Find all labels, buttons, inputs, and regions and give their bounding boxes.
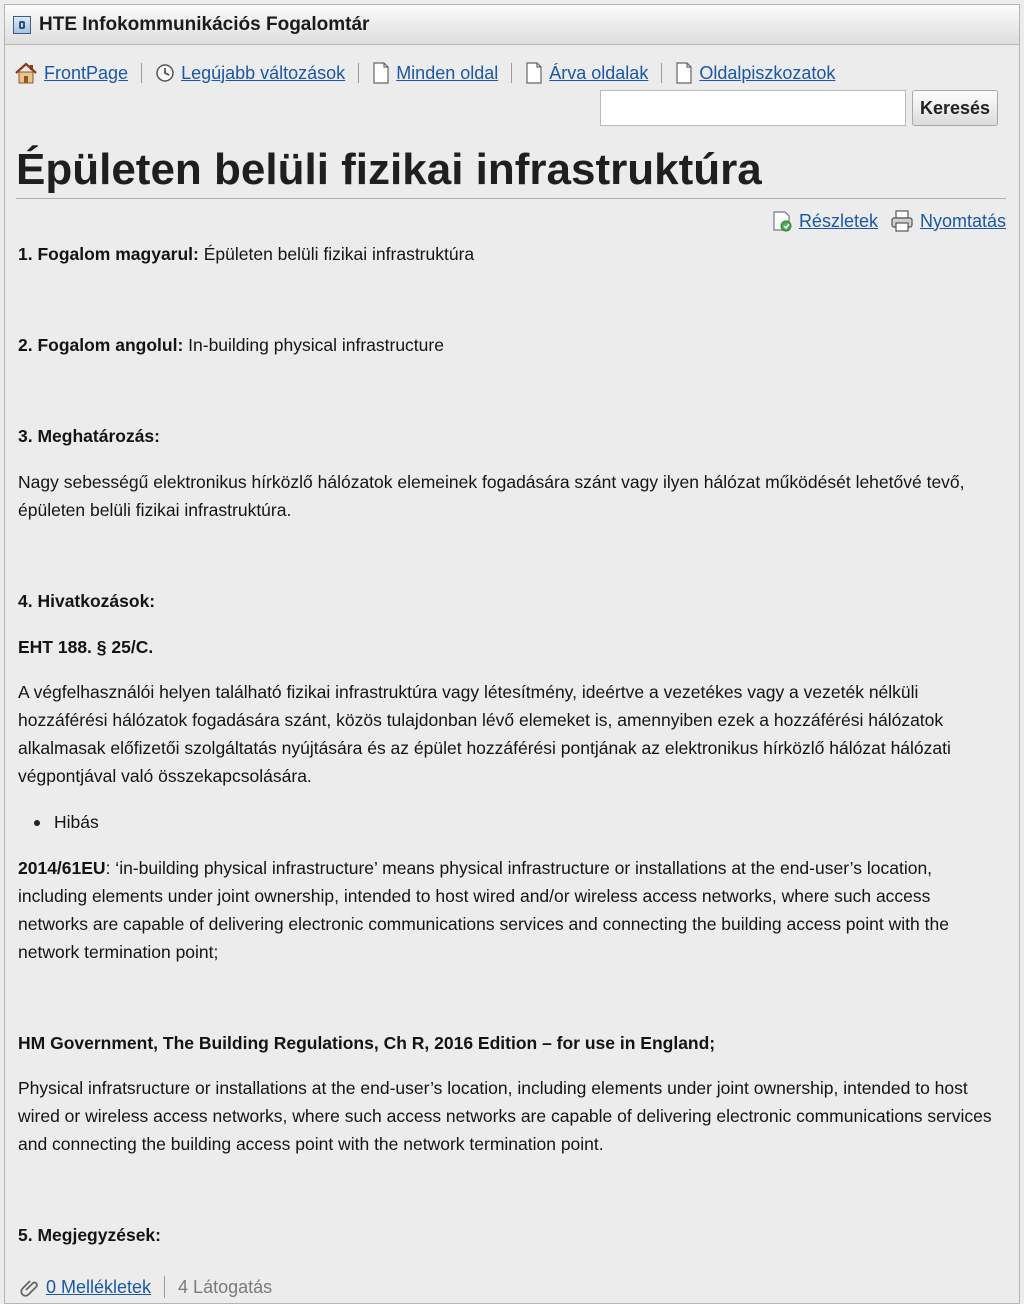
search-input[interactable] bbox=[600, 90, 906, 126]
reference-hm-text: Physical infratsructure or installations at the end-user’s location, including elements under joint ownership, intended to host wired or wireless access networks, where such access networks are capable of delivering electronic communications services and connecting the building access point with the network termination point. bbox=[18, 1078, 992, 1154]
page-icon bbox=[525, 62, 543, 84]
references-heading: 4. Hivatkozások: bbox=[18, 591, 156, 611]
term-hungarian bbox=[18, 240, 1003, 268]
nav-separator bbox=[141, 63, 142, 83]
reference-eht-text: A végfelhasználói helyen található fizikai infrastruktúra vagy létesítmény, ideértve a vezetékes vagy a vezeték nélküli hozzáférési hálózatok fogadására szánt, közös tulajdonban lévő elemeket is, amennyiben ezek a hozzáférési hálózatok alkalmasak előfizetői szolgáltatás nyújtására és az épület hozzáférési pontjának az elektronikus hírközlő hálózat hálózati végpontjával való összekapcsolására. bbox=[18, 682, 951, 786]
nav-all-pages[interactable] bbox=[372, 62, 498, 84]
nav-drafts-label: Oldalpiszkozatok bbox=[699, 62, 836, 83]
views-count: 4 Látogatás bbox=[178, 1276, 273, 1297]
nav-recent-changes-label: Legújabb változások bbox=[181, 62, 346, 83]
search-button[interactable]: Keresés bbox=[912, 90, 998, 126]
page-icon bbox=[675, 62, 693, 84]
clock-icon bbox=[155, 63, 175, 83]
print-link-label: Nyomtatás bbox=[919, 210, 1006, 231]
term-english-label: 2. Fogalom angolul: bbox=[18, 335, 184, 355]
window-title: HTE Infokommunikációs Fogalomtár bbox=[39, 13, 370, 35]
attachments-link-label: 0 Mellékletek bbox=[46, 1276, 152, 1297]
reference-hm-label: HM Government, The Building Regulations, Ch R, 2016 Edition – for use in England; bbox=[18, 1033, 716, 1053]
definition-heading: 3. Meghatározás: bbox=[18, 426, 160, 446]
nav-orphan-pages-label: Árva oldalak bbox=[549, 62, 649, 83]
nav-separator bbox=[358, 63, 359, 83]
details-link-label: Részletek bbox=[798, 210, 878, 231]
footer-separator bbox=[164, 1276, 165, 1298]
nav-frontpage-label: FrontPage bbox=[44, 62, 129, 83]
home-icon bbox=[14, 62, 38, 84]
paperclip-icon bbox=[20, 1277, 40, 1297]
details-icon bbox=[771, 210, 793, 232]
nav-frontpage[interactable] bbox=[14, 62, 128, 84]
nav-orphan-pages[interactable] bbox=[525, 62, 648, 84]
search-form bbox=[600, 90, 998, 126]
printer-icon bbox=[890, 210, 914, 232]
wiki-logo-icon bbox=[13, 16, 31, 34]
window-titlebar bbox=[5, 5, 1019, 45]
notes-heading: 5. Megjegyzések: bbox=[18, 1225, 161, 1245]
print-link[interactable] bbox=[890, 210, 1006, 232]
page-title: Épületen belüli fizikai infrastruktúra bbox=[16, 144, 1006, 199]
nav-separator bbox=[511, 63, 512, 83]
list-item: Hibás bbox=[54, 808, 99, 836]
reference-eu-text bbox=[18, 854, 1003, 966]
page-actions bbox=[759, 210, 1006, 232]
page-footer bbox=[20, 1276, 272, 1298]
reference-eu-body: : ‘in-building physical infrastructure’ means physical infrastructure or installations at the end-user’s location, including elements under joint ownership, intended to host wired and/or wireless access networks, where such access networks are capable of delivering electronic communications services and connecting the building access point with the network termination point; bbox=[18, 858, 949, 962]
nav-separator bbox=[661, 63, 662, 83]
term-hungarian-value: Épületen belüli fizikai infrastruktúra bbox=[198, 244, 475, 264]
details-link[interactable] bbox=[771, 210, 878, 232]
definition-text: Nagy sebességű elektronikus hírközlő hálózatok elemeinek fogadására szánt vagy ilyen hálózat működését lehetővé tevő, épületen belüli fizikai infrastruktúra. bbox=[18, 472, 965, 520]
page-icon bbox=[372, 62, 390, 84]
reference-eht-label: EHT 188. § 25/C. bbox=[18, 637, 154, 657]
nav-all-pages-label: Minden oldal bbox=[396, 62, 499, 83]
term-english-value: In-building physical infrastructure bbox=[183, 335, 444, 355]
nav-drafts[interactable] bbox=[675, 62, 835, 84]
term-english bbox=[18, 331, 1003, 359]
top-navigation bbox=[14, 62, 835, 84]
reference-eu-label: 2014/61EU bbox=[18, 858, 106, 878]
attachments-link[interactable] bbox=[20, 1277, 151, 1298]
nav-recent-changes[interactable] bbox=[155, 63, 345, 84]
term-hungarian-label: 1. Fogalom magyarul: bbox=[18, 244, 199, 264]
